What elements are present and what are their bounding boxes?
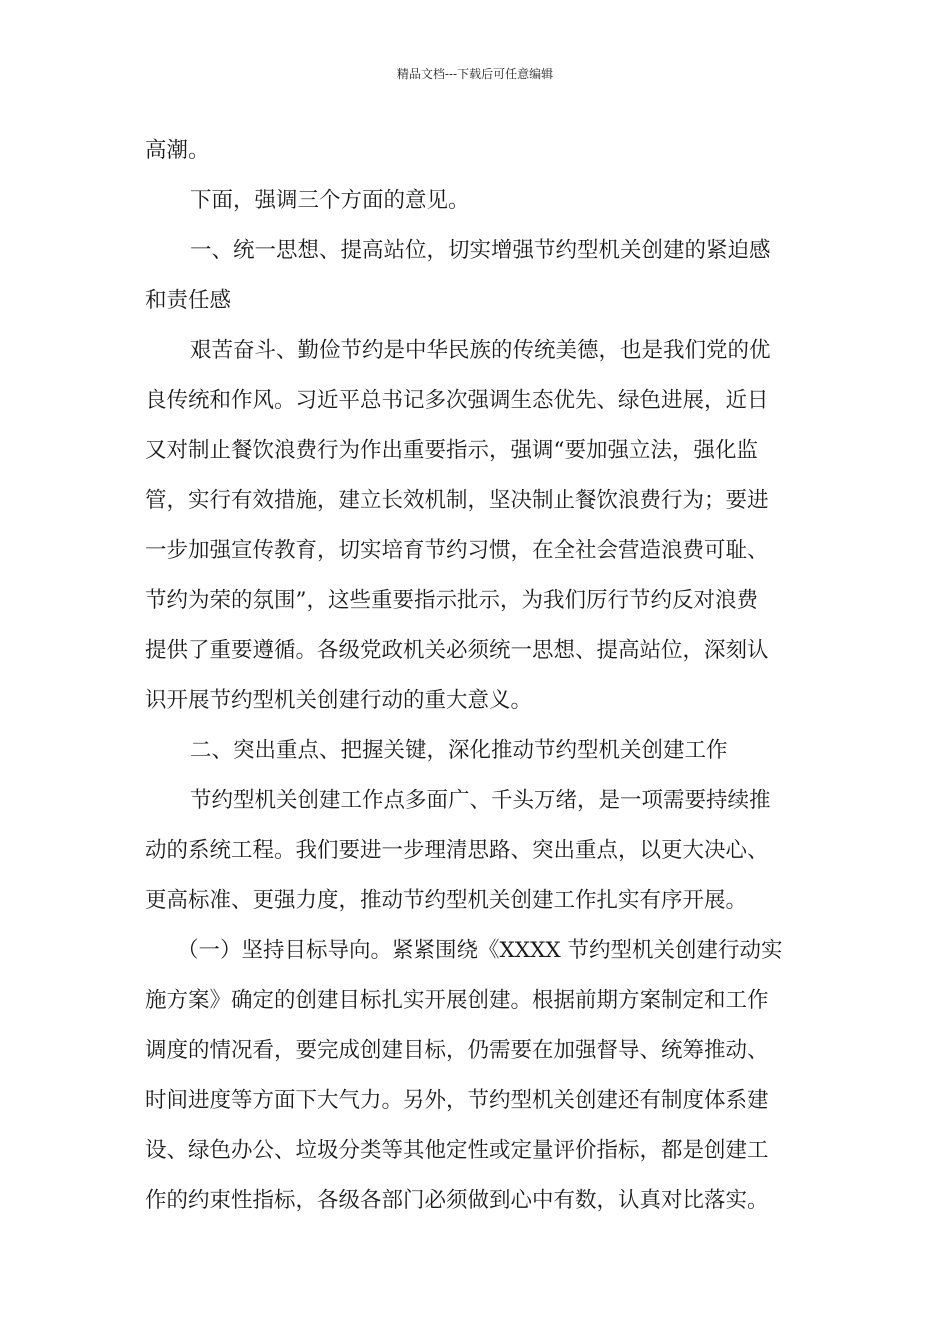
page-header: 精品文档---下载后可任意编辑 xyxy=(396,67,554,81)
text-line: 艰苦奋斗、勤俭节约是中华民族的传统美德，也是我们党的优 xyxy=(190,338,771,363)
text-line: 识开展节约型机关创建行动的重大意义。 xyxy=(145,688,533,713)
text-line: 作的约束性指标，各级各部门必须做到心中有数，认真对比落实。 xyxy=(145,1188,769,1213)
text-line: 时间进度等方面下大气力。另外，节约型机关创建还有制度体系建 xyxy=(145,1088,769,1113)
text-line: 施方案》确定的创建目标扎实开展创建。根据前期方案制定和工作 xyxy=(145,988,769,1013)
text-line: 一步加强宣传教育，切实培育节约习惯，在全社会营造浪费可耻、 xyxy=(145,538,769,563)
text-line: 一、统一思想、提高站位，切实增强节约型机关创建的紧迫感 xyxy=(190,238,771,263)
text-line: 调度的情况看，要完成创建目标，仍需要在加强督导、统筹推动、 xyxy=(145,1038,769,1063)
text-line: 良传统和作风。习近平总书记多次强调生态优先、绿色进展，近日 xyxy=(145,388,769,413)
text-line: 和责任感 xyxy=(145,288,232,313)
text-line: 节约型机关创建工作点多面广、千头万绪，是一项需要持续推 xyxy=(190,788,771,813)
text-line: 更高标准、更强力度，推动节约型机关创建工作扎实有序开展。 xyxy=(145,888,748,913)
text-line: 下面，强调三个方面的意见。 xyxy=(190,188,470,213)
text-line: 又对制止餐饮浪费行为作出重要指示，强调“要加强立法，强化监 xyxy=(145,438,758,463)
text-line: （一）坚持目标导向。紧紧围绕《XXXX 节约型机关创建行动实 xyxy=(177,938,783,963)
text-line: 提供了重要遵循。各级党政机关必须统一思想、提高站位，深刻认 xyxy=(145,638,769,663)
text-line: 节约为荣的氛围”，这些重要指示批示，为我们厉行节约反对浪费 xyxy=(145,588,758,613)
text-line: 管，实行有效措施，建立长效机制，坚决制止餐饮浪费行为；要进 xyxy=(145,488,769,513)
text-line: 设、绿色办公、垃圾分类等其他定性或定量评价指标，都是创建工 xyxy=(145,1138,769,1163)
text-line: 动的系统工程。我们要进一步理清思路、突出重点，以更大决心、 xyxy=(145,838,769,863)
text-line: 二、突出重点、把握关键，深化推动节约型机关创建工作 xyxy=(190,738,728,763)
document-body xyxy=(145,126,809,1226)
text-line: 高潮。 xyxy=(145,138,210,163)
